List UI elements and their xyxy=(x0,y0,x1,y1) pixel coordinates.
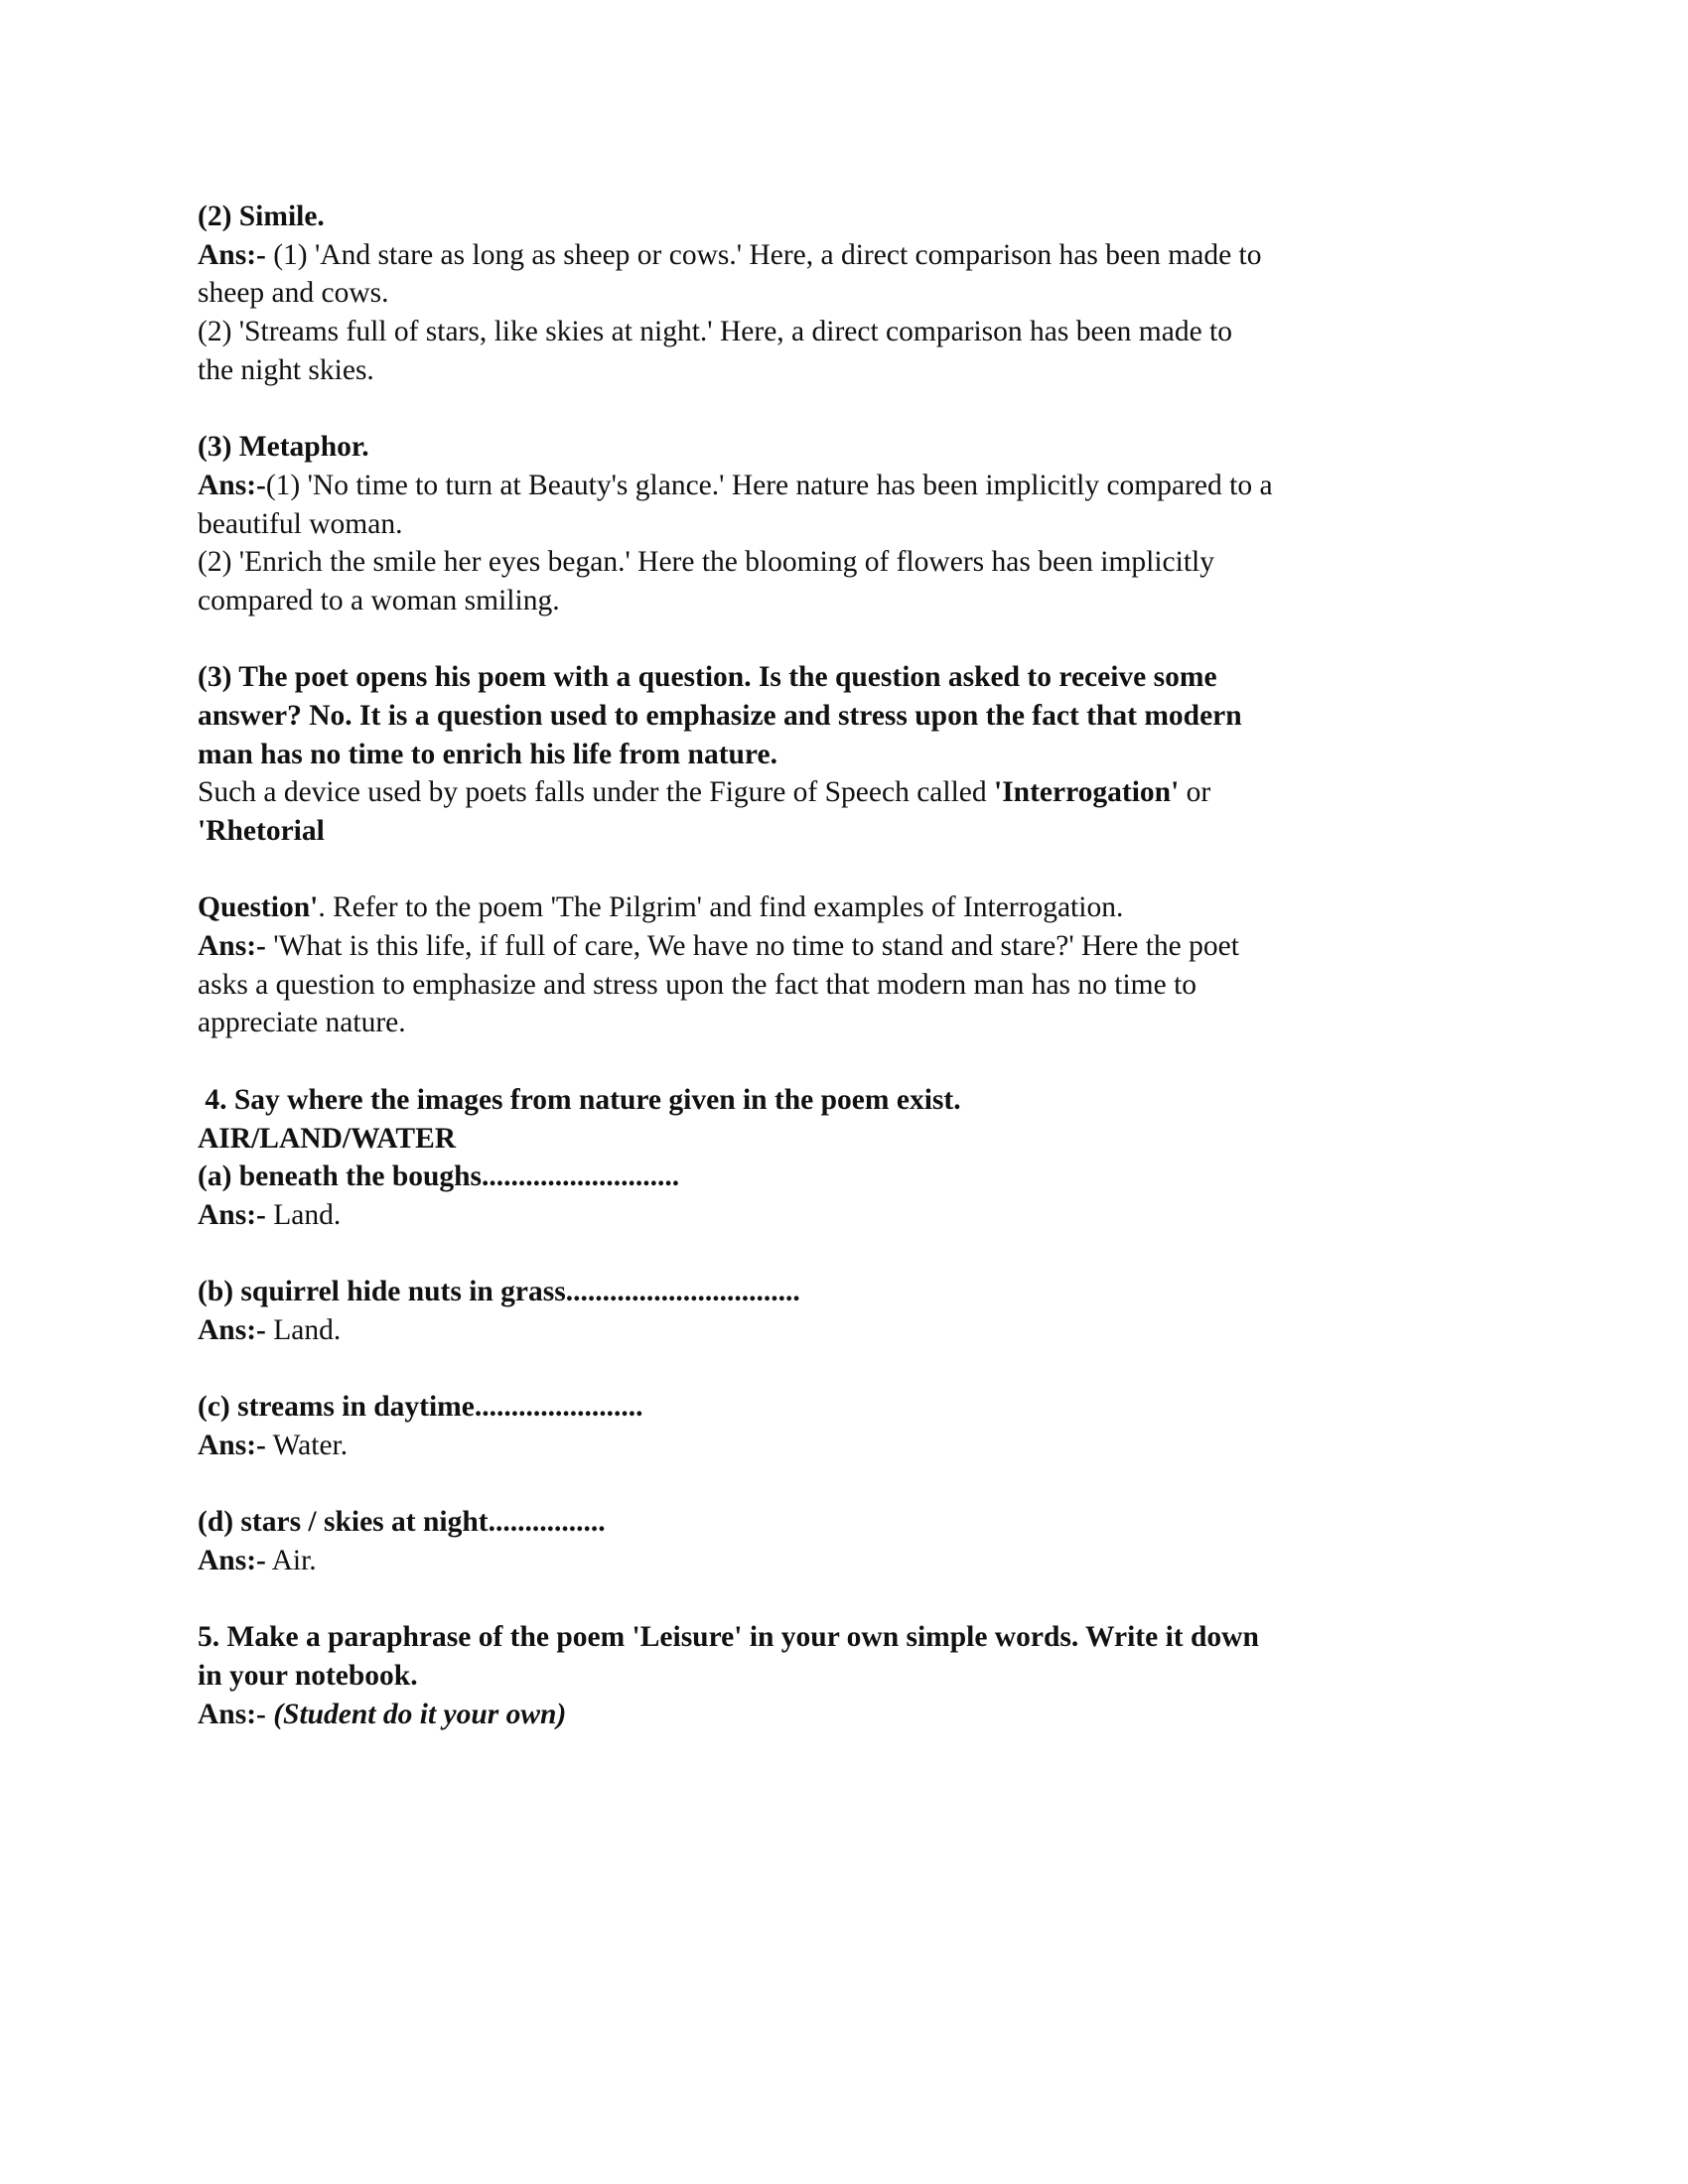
text-line xyxy=(198,313,1508,351)
text-line xyxy=(198,505,1508,544)
text-line xyxy=(198,351,1508,390)
body-text: Water. xyxy=(265,1430,349,1461)
text-line xyxy=(198,736,1508,774)
emphasized-text: Ans:- xyxy=(198,1698,266,1730)
text-line xyxy=(198,1388,1508,1427)
blank-line xyxy=(198,1042,1508,1081)
body-text: (2) 'Enrich the smile her eyes began.' Here the blooming of flowers has been implicitly xyxy=(198,546,1214,579)
emphasized-text: (c) streams in daytime....................... xyxy=(198,1391,643,1424)
document-page xyxy=(198,198,1508,1734)
emphasized-text: Ans:- xyxy=(198,1545,266,1577)
blank-line xyxy=(198,851,1508,889)
body-text: or xyxy=(1179,776,1211,809)
body-text: . Refer to the poem 'The Pilgrim' and find examples of Interrogation. xyxy=(318,891,1124,924)
body-text: Land. xyxy=(265,1198,342,1231)
body-text: Air. xyxy=(265,1545,317,1577)
body-text: (1) 'No time to turn at Beauty's glance.' Here nature has been implicitly compared to a xyxy=(265,469,1273,501)
emphasized-text: Ans:- xyxy=(198,1313,266,1346)
body-text: compared to a woman smiling. xyxy=(198,584,560,616)
blank-line xyxy=(198,1350,1508,1389)
blank-line xyxy=(198,1235,1508,1274)
text-line xyxy=(198,274,1508,313)
blank-line xyxy=(198,620,1508,659)
emphasized-text: AIR/LAND/WATER xyxy=(198,1122,457,1155)
emphasized-text: 4. Say where the images from nature given in the poem exist. xyxy=(198,1083,961,1116)
text-line xyxy=(198,467,1508,505)
text-line xyxy=(198,1273,1508,1311)
text-line xyxy=(198,1311,1508,1350)
emphasized-text: answer? No. It is a question used to emphasize and stress upon the fact that modern xyxy=(198,699,1242,732)
text-line xyxy=(198,658,1508,697)
text-line xyxy=(198,543,1508,582)
text-line xyxy=(198,428,1508,467)
text-line xyxy=(198,1427,1508,1465)
text-line xyxy=(198,1081,1508,1120)
text-line xyxy=(198,1196,1508,1235)
emphasized-text: (d) stars / skies at night................ xyxy=(198,1506,606,1539)
body-text: Land. xyxy=(265,1313,342,1346)
emphasized-text: Ans:- xyxy=(198,238,266,271)
emphasized-text: (a) beneath the boughs........................... xyxy=(198,1160,680,1193)
emphasized-text: Question' xyxy=(198,891,319,924)
emphasized-text: Ans:- xyxy=(198,930,266,963)
text-line xyxy=(198,927,1508,966)
emphasized-text: 5. Make a paraphrase of the poem 'Leisure' in your own simple words. Write it down xyxy=(198,1621,1259,1654)
body-text: the night skies. xyxy=(198,353,374,386)
text-line xyxy=(198,1158,1508,1196)
text-line xyxy=(198,1542,1508,1580)
emphasized-text: Ans:- xyxy=(198,1430,266,1461)
emphasized-text: Ans:- xyxy=(198,469,266,501)
body-text: (1) 'And stare as long as sheep or cows.' Here, a direct comparison has been made to xyxy=(265,238,1262,271)
blank-line xyxy=(198,389,1508,428)
text-line xyxy=(198,1696,1508,1734)
text-line xyxy=(198,1120,1508,1159)
body-text: Such a device used by poets falls under the Figure of Speech called xyxy=(198,776,994,809)
text-line xyxy=(198,236,1508,275)
text-line xyxy=(198,966,1508,1005)
emphasized-text: 'Rhetorial xyxy=(198,815,325,847)
emphasized-text: (b) squirrel hide nuts in grass................................ xyxy=(198,1276,800,1308)
text-line xyxy=(198,888,1508,927)
emphasized-text: 'Interrogation' xyxy=(994,776,1180,809)
text-line xyxy=(198,812,1508,851)
text-line xyxy=(198,697,1508,736)
emphasized-text: man has no time to enrich his life from nature. xyxy=(198,738,777,770)
text-line xyxy=(198,1618,1508,1657)
text-line xyxy=(198,1657,1508,1696)
text-line xyxy=(198,773,1508,812)
body-text: appreciate nature. xyxy=(198,1007,406,1039)
blank-line xyxy=(198,1580,1508,1619)
body-text: (2) 'Streams full of stars, like skies at night.' Here, a direct comparison has been made to xyxy=(198,316,1233,348)
text-line xyxy=(198,582,1508,620)
body-text: sheep and cows. xyxy=(198,277,389,310)
body-text: beautiful woman. xyxy=(198,507,403,540)
emphasized-text: (3) The poet opens his poem with a question. Is the question asked to receive some xyxy=(198,661,1217,694)
emphasized-text: (2) Simile. xyxy=(198,201,325,232)
emphasized-text: (Student do it your own) xyxy=(273,1698,567,1730)
emphasized-text: Ans:- xyxy=(198,1198,266,1231)
blank-line xyxy=(198,1465,1508,1504)
emphasized-text: (3) Metaphor. xyxy=(198,431,369,464)
body-text: asks a question to emphasize and stress upon the fact that modern man has no time to xyxy=(198,968,1197,1001)
text-line xyxy=(198,1004,1508,1042)
emphasized-text: in your notebook. xyxy=(198,1660,418,1693)
body-text: 'What is this life, if full of care, We have no time to stand and stare?' Here the poet xyxy=(265,930,1239,963)
text-line xyxy=(198,198,1508,236)
text-line xyxy=(198,1503,1508,1542)
